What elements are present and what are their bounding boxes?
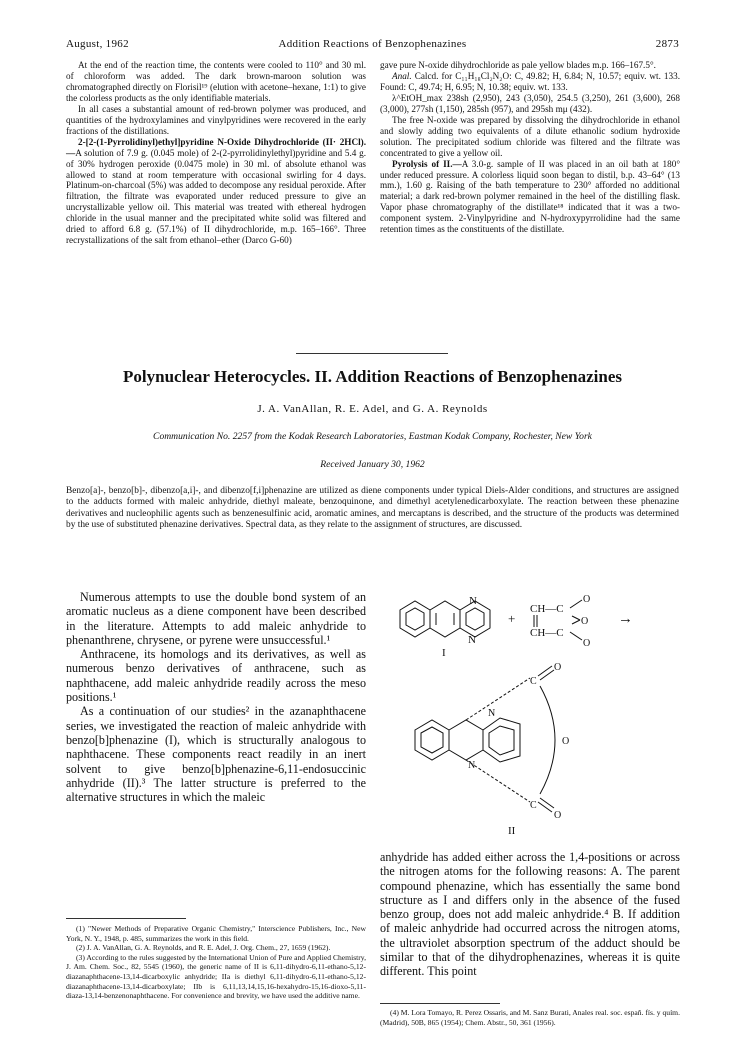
adduct-structure-II <box>415 662 569 837</box>
paragraph: gave pure N-oxide dihydrochloride as pale yellow blades m.p. 166–167.5°. <box>380 60 656 70</box>
footnote: (1) "Newer Methods of Preparative Organic Chemistry," Interscience Publishers, Inc., New York, N. Y., 1948, p. 485, summarizes the work in this field. <box>66 924 366 943</box>
footnote-rule <box>380 1003 500 1004</box>
communication-line: Communication No. 2257 from the Kodak Research Laboratories, Eastman Kodak Company, Rochester, New York <box>153 431 592 442</box>
compound-label-I: I <box>442 647 446 659</box>
prev-article-right-column <box>380 60 680 235</box>
maleic-anhydride-structure <box>530 594 590 649</box>
benzophenazine-structure-I <box>400 595 490 659</box>
svg-text:O: O <box>583 594 591 605</box>
footnotes-left <box>66 924 366 1001</box>
svg-text:+: + <box>508 611 516 626</box>
compound-label-II: II <box>508 825 516 837</box>
uv-data: λ^EtOH_max 238sh (2,950), 243 (3,050), 254.5 (3,250), 261 (3,600), 268 (3,000), 277sh (1,150), 285sh (957), and 295sh mμ (432). <box>380 92 680 114</box>
svg-text:O: O <box>554 810 562 821</box>
svg-text:N: N <box>488 708 496 719</box>
paragraph: 2-[2-(1-Pyrrolidinyl)ethyl]pyridine N-Oxide Dihydrochloride (II· 2HCl).—A solution of 7.9 g. (0.045 mole) of 2-(2-pyrrolidinylethyl)pyridine and 5.4 g. of 30% hydrogen peroxide (0.0475 mole) in 30 ml. of absolute ethanol was allowed to stand at room temperature with occasional swirling for 4 days. Platinum-on-charcoal (5%) was added to decompose any residual peroxide. After filtration, the filtrate was evaporated under reduced pressure to give an uncrystallizable yellow oil. This material was treated with ethereal hydrogen chloride in the usual manner and the precipitated white solid was filtered and dried to afford 6.8 g. (57.1%) of II dihydrochloride, m.p. 165–166°. Three recrystallizations of the salt from ethanol–ether (Darco G-60) <box>66 136 366 246</box>
body-right-column: anhydride has added either across the 1,4-positions or across the nitrogen atoms for the following reasons: A. The parent compound phenazine, which has essentially the same bond structure as I and differs only in the absence of the fused benzo group, does not add maleic anhydride.⁴ B. If addition of maleic anhydride had occurred across the nitrogen atoms, the ultraviolet absorption spectrum of the adduct should be similar to that of the dihydrophenazines, whereas it is quite different. This point <box>380 850 680 979</box>
footnote: (4) M. Lora Tomayo, R. Perez Ossaris, and M. Sanz Burati, Anales real. soc. españ. fís. y quím. (Madrid), 50B, 865 (1954); Chem. Abstr., 50, 361 (1956). <box>380 1008 680 1027</box>
svg-text:C: C <box>530 800 537 811</box>
svg-text:CH—C: CH—C <box>530 627 564 639</box>
svg-text:C: C <box>530 676 537 687</box>
footnotes-right <box>380 1008 680 1027</box>
paragraph: As a continuation of our studies² in the azanaphthacene series, we investigated the reaction of maleic anhydride with benzo[b]phenazine (I), which is structurally analogous to naphthacene. These components react readily in an inert solvent to give benzo[b]phenazine-6,11-endosuccinic anhydride (II).³ The latter structure is preferred to the alternative structures in which the maleic <box>66 704 366 805</box>
paragraph: In all cases a substantial amount of red-brown polymer was produced, and quantities of the hydroxylamines and vinylpyridines were recovered in the early fractions of the distillations. <box>66 103 366 136</box>
prev-article-left-column <box>66 60 366 246</box>
svg-text:O: O <box>562 736 570 747</box>
paragraph: Numerous attempts to use the double bond system of an aromatic nucleus as a diene component have been described in the literature. Attempts to add maleic anhydride to phenanthrene, chrysene, or pyrene were unsuccessful.¹ <box>66 590 366 647</box>
paragraph: Pyrolysis of II.—A 3.0-g. sample of II was placed in an oil bath at 180° under reduced pressure. A colorless liquid soon began to distil, b.p. 43–64° (13 mm.), 1.60 g. Raising of the bath temperature to 230° afforded no additional material; a dark red-brown polymer remained in the heel of the distilling flask. Vapor phase chromatography of the distillate¹⁸ indicated that it was a two-component system. 2-Vinylpyridine and N-hydroxypyrrolidine had the same retention times as the constituents of the distillate. <box>380 158 680 235</box>
svg-text:O: O <box>583 638 591 649</box>
reaction-scheme <box>380 590 680 838</box>
svg-text:N: N <box>468 760 476 771</box>
article-title: Polynuclear Heterocycles. II. Addition Reactions of Benzophenazines <box>123 367 622 386</box>
page-number: 2873 <box>655 38 679 50</box>
svg-text:O: O <box>554 662 562 673</box>
svg-text:N: N <box>468 634 476 646</box>
paragraph: At the end of the reaction time, the contents were cooled to 110° and 30 ml. of chloroform was added. The dark brown-maroon solution was chromatographed directly on Florisil¹⁹ (elution with acetone–hexane, 1:1) to give the colorless products as the only identifiable materials. <box>66 60 366 103</box>
section-heading: 2-[2-(1-Pyrrolidinyl)ethyl]pyridine N-Oxide Dihydrochloride (II· 2HCl).— <box>66 136 366 158</box>
svg-text:CH—C: CH—C <box>530 603 564 615</box>
body-left-column <box>66 590 366 804</box>
paragraph: The free N-oxide was prepared by dissolving the dihydrochloride in ethanol and slowly adding two equivalents of a dilute ethanolic sodium hydroxide solution. The precipitated sodium chloride was filtered and the filtrate was concentrated to give a yellow oil. <box>380 114 680 158</box>
running-header-title: Addition Reactions of Benzophenazines <box>278 38 467 50</box>
analysis-paragraph: Anal. Calcd. for C₁₁H₁₈Cl₂N₂O: C, 49.82; H, 6.84; N, 10.57; equiv. wt. 133. Found: C, 49.74; H, 6.95; N, 10.38; equiv. wt. 133. <box>380 70 680 92</box>
authors: J. A. VanAllan, R. E. Adel, and G. A. Reynolds <box>257 403 488 415</box>
footnote: (2) J. A. VanAllan, G. A. Reynolds, and R. E. Adel, J. Org. Chem., 27, 1659 (1962). <box>76 943 331 953</box>
received-date: Received January 30, 1962 <box>320 459 425 470</box>
reaction-arrow: → <box>618 611 633 627</box>
running-header-date: August, 1962 <box>66 38 129 50</box>
section-divider <box>296 353 448 354</box>
footnote-rule <box>66 918 186 919</box>
paragraph: Anthracene, its homologs and its derivatives, as well as numerous benzo derivatives of anthracene, such as naphthacene, add maleic anhydride readily across the meso positions.¹ <box>66 647 366 705</box>
footnote: (3) According to the rules suggested by the International Union of Pure and Applied Chemistry, J. Am. Chem. Soc., 82, 5545 (1960), the generic name of II is 6,11-dihydro-6,11-ethano-5,12-diazanaphthacene-13,14-dicarboxylic anhydride; IIa is diethyl 6,11-dihydro-6,11-ethano-5,12-diazanaphthacene-13,14-dicarboxylate; IIb is 6,11,13,14,15,16-hexahydro-15,16-dioxo-5,11-diaza-13,14-benzenonaphthacene. For convenience and brevity, we have used the additive name. <box>66 952 366 1001</box>
abstract: Benzo[a]-, benzo[b]-, dibenzo[a,i]-, and dibenzo[f,i]phenazine are utilized as diene components under typical Diels-Alder conditions, and structures are assigned to the adducts formed with maleic anhydride, diethyl maleate, benzoquinone, and dimethyl acetylenedicarboxylate. The reaction between these phenazine derivatives and nucleophilic agents such as benzenesulfinic acid, aromatic amines, and mercaptans is described, and the structure of the products was determined by the use of substituted phenazine derivatives. Spectral data, as they relate to the assignment of structures, are discussed. <box>66 486 679 530</box>
svg-text:O: O <box>581 616 589 627</box>
svg-text:N: N <box>469 595 477 607</box>
